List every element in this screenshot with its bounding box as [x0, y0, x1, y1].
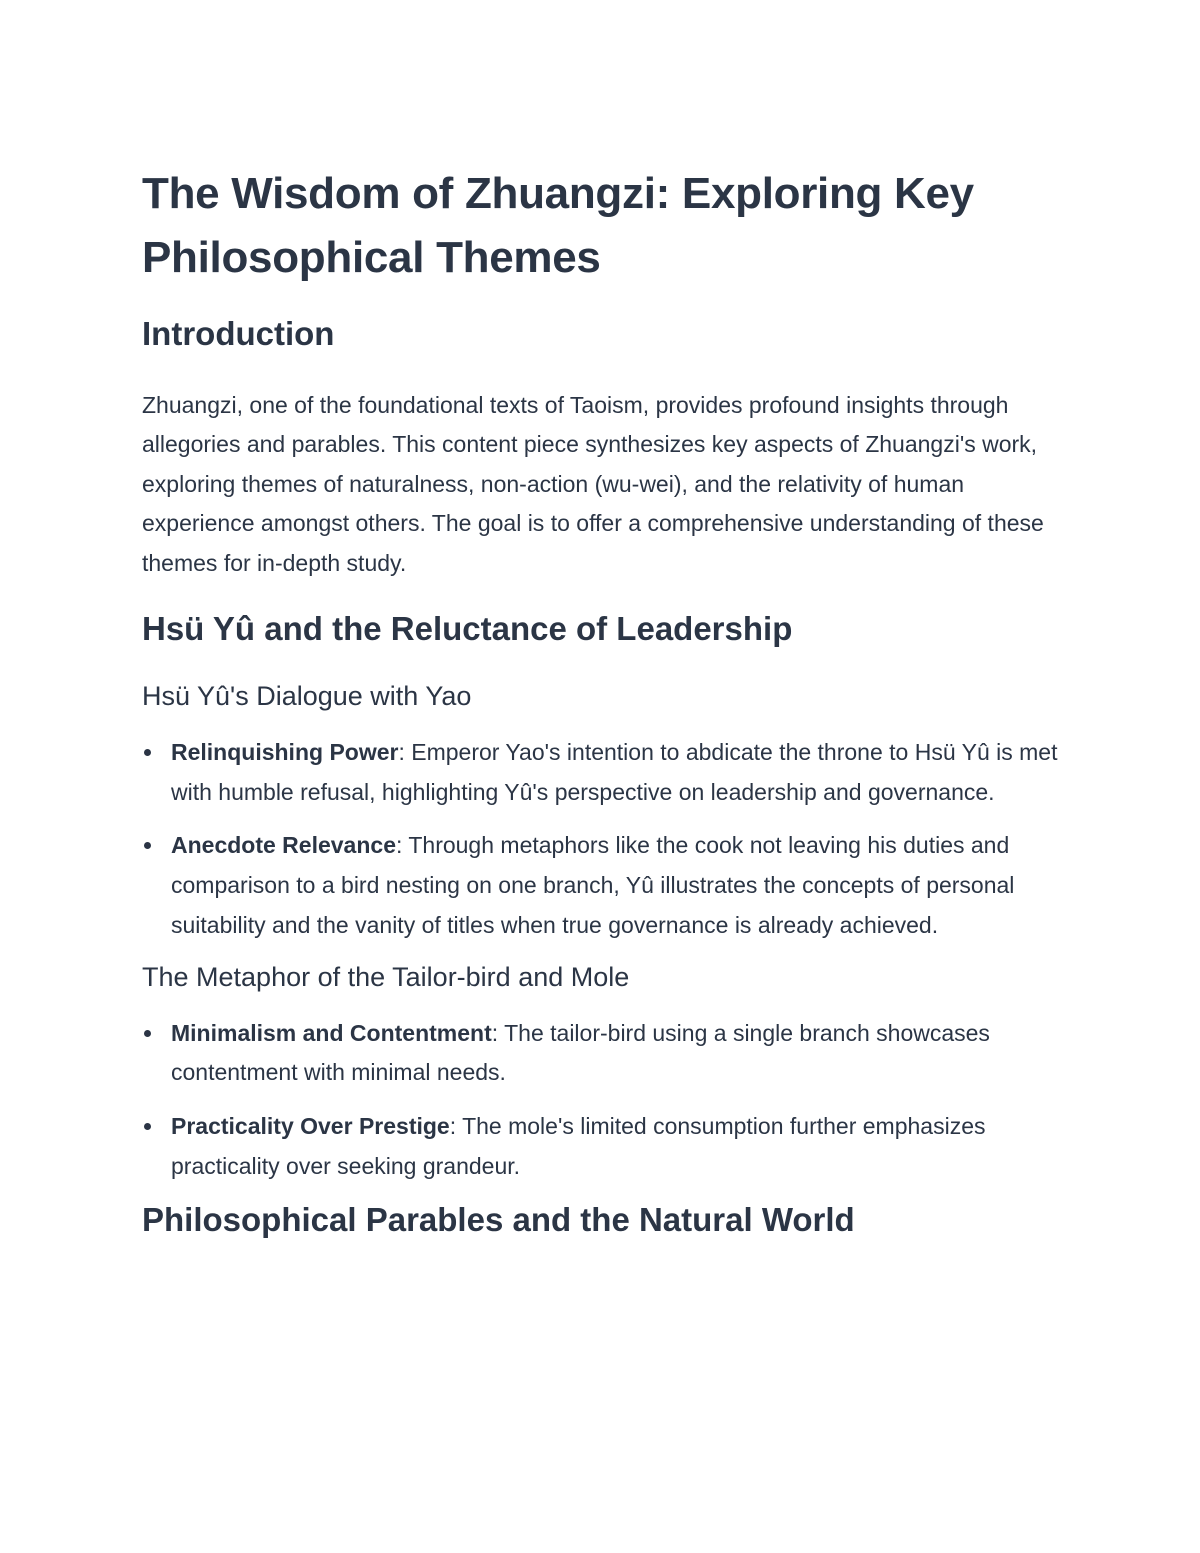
- list-item-text: : Emperor Yao's intention to abdicate the throne to Hsü Yû is met with humble refusal, highlighting Yû's perspective on leadership and governance.: [171, 739, 1058, 805]
- list-item: [142, 1014, 1062, 1093]
- list-item-term: Minimalism and Contentment: [171, 1019, 492, 1046]
- list-item-text: : Through metaphors like the cook not leaving his duties and comparison to a bird nesting on one branch, Yû illustrates the concepts of personal suitability and the vanity of titles when true governance is already achieved.: [171, 832, 1015, 938]
- bullet-icon: [144, 1123, 151, 1130]
- subheading-tailor-bird-and-mole: The Metaphor of the Tailor-bird and Mole: [142, 961, 630, 992]
- bullet-icon: [144, 842, 151, 849]
- section-heading-philosophical-parables: Philosophical Parables and the Natural World: [142, 1201, 855, 1239]
- list-item-text: : The mole's limited consumption further emphasizes practicality over seeking grandeur.: [171, 1112, 986, 1179]
- bullet-icon: [144, 1030, 151, 1037]
- dialogue-list: [142, 733, 1062, 946]
- subheading-dialogue-with-yao: Hsü Yû's Dialogue with Yao: [142, 681, 472, 712]
- introduction-paragraph: Zhuangzi, one of the foundational texts of Taoism, provides profound insights through allegories and parables. This content piece synthesizes key aspects of Zhuangzi's work, exploring themes of naturalness, non-action (wu-wei), and the relativity of human experience amongst others. The goal is to offer a comprehensive understanding of these themes for in-depth study.: [142, 392, 1044, 576]
- list-item: [142, 826, 1062, 945]
- list-item-term: Relinquishing Power: [171, 739, 399, 766]
- list-item: [142, 733, 1062, 812]
- section-heading-introduction: Introduction: [142, 315, 335, 352]
- list-item-text: : The tailor-bird using a single branch showcases contentment with minimal needs.: [171, 1019, 990, 1086]
- page-title: The Wisdom of Zhuangzi: Exploring Key Philosophical Themes: [142, 169, 974, 282]
- list-item-term: Practicality Over Prestige: [171, 1112, 450, 1139]
- list-item-term: Anecdote Relevance: [171, 832, 396, 859]
- bullet-icon: [144, 749, 151, 756]
- metaphor-list: [142, 1014, 1062, 1187]
- list-item: [142, 1107, 1062, 1186]
- section-heading-hsu-yu: Hsü Yû and the Reluctance of Leadership: [142, 610, 793, 648]
- document-page: [142, 162, 1062, 1266]
